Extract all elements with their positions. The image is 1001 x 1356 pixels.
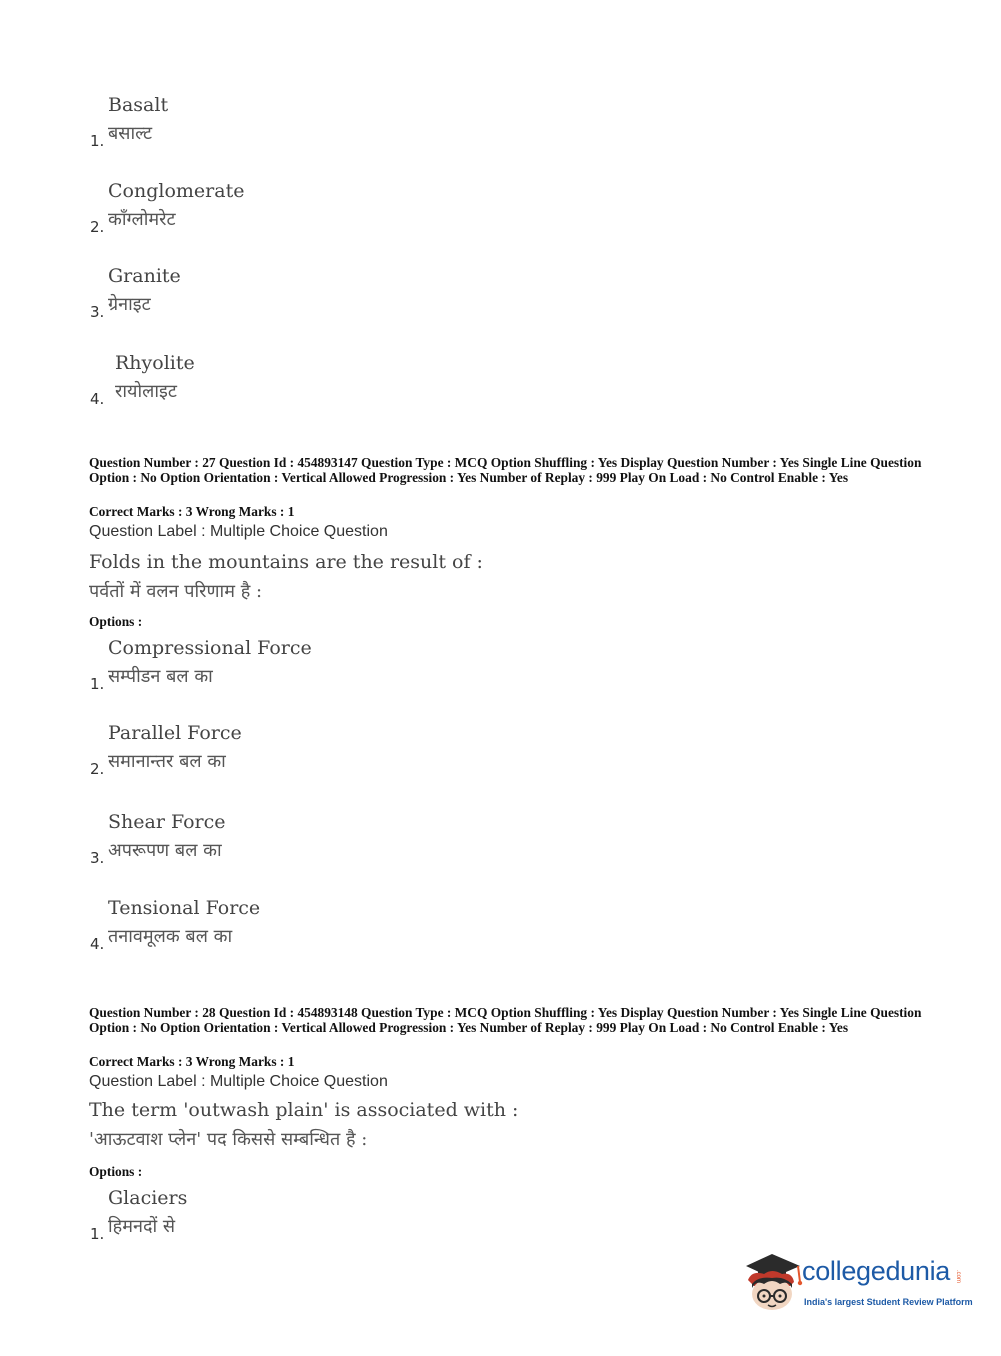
- mascot-icon: [742, 1250, 804, 1316]
- brand-tagline: India's largest Student Review Platform: [804, 1297, 973, 1307]
- option-number: 1.: [90, 132, 105, 150]
- option-number: 2.: [90, 760, 105, 778]
- option-number: 3.: [90, 303, 105, 321]
- option-2[interactable]: [88, 180, 688, 240]
- option-text-en: Rhyolite: [115, 352, 195, 374]
- option-text-hi: कॉंग्लोमरेट: [108, 209, 176, 230]
- option-number: 1.: [90, 1225, 105, 1243]
- option-1[interactable]: [88, 1187, 688, 1247]
- question-28-text-hi: 'आऊटवाश प्लेन' पद किससे सम्बन्धित है :: [89, 1129, 368, 1150]
- question-27-marks: Correct Marks : 3 Wrong Marks : 1: [89, 504, 295, 519]
- option-text-hi: समानान्तर बल का: [108, 751, 226, 772]
- option-text-en: Tensional Force: [108, 897, 261, 919]
- question-27-meta: Question Number : 27 Question Id : 454893147 Question Type : MCQ Option Shuffling : Yes Display Question Number : Yes Single Line Question Option : No Option Orientation : Vertical Allowed Progression : Yes Number of Replay : 999 Play On Load : No Control Enable : Yes: [89, 455, 922, 485]
- option-1[interactable]: [88, 637, 688, 697]
- question-27-text-en: Folds in the mountains are the result of :: [89, 551, 483, 573]
- option-4[interactable]: [88, 352, 688, 412]
- option-2[interactable]: [88, 722, 688, 782]
- option-text-en: Glaciers: [108, 1187, 188, 1209]
- option-text-en: Conglomerate: [108, 180, 245, 202]
- option-number: 4.: [90, 935, 105, 953]
- option-text-en: Basalt: [108, 94, 169, 116]
- option-text-en: Granite: [108, 265, 181, 287]
- brand-name: collegedunia: [802, 1256, 951, 1286]
- option-text-hi: रायोलाइट: [115, 381, 177, 402]
- option-number: 1.: [90, 675, 105, 693]
- option-number: 4.: [90, 390, 105, 408]
- question-28-label: Question Label : Multiple Choice Question: [89, 1073, 388, 1090]
- option-text-en: Compressional Force: [108, 637, 312, 659]
- collegedunia-logo[interactable]: [742, 1250, 972, 1320]
- option-text-hi: ग्रेनाइट: [108, 294, 151, 315]
- option-text-hi: हिमनदों से: [108, 1216, 176, 1237]
- option-4[interactable]: [88, 897, 688, 957]
- question-27-label: Question Label : Multiple Choice Question: [89, 523, 388, 540]
- option-number: 3.: [90, 849, 105, 867]
- question-28-text-en: The term 'outwash plain' is associated with :: [89, 1099, 519, 1121]
- option-1[interactable]: [88, 94, 688, 154]
- option-3[interactable]: [88, 265, 688, 325]
- question-28-meta: Question Number : 28 Question Id : 454893148 Question Type : MCQ Option Shuffling : Yes Display Question Number : Yes Single Line Question Option : No Option Orientation : Vertical Allowed Progression : Yes Number of Replay : 999 Play On Load : No Control Enable : Yes: [89, 1005, 922, 1035]
- question-28-options-label: Options :: [89, 1164, 143, 1179]
- option-text-hi: बसाल्ट: [108, 123, 153, 144]
- question-27-text-hi: पर्वतों में वलन परिणाम है :: [89, 581, 263, 602]
- question-27-options-label: Options :: [89, 614, 143, 629]
- option-text-hi: तनावमूलक बल का: [108, 926, 233, 947]
- option-text-en: Parallel Force: [108, 722, 242, 744]
- option-3[interactable]: [88, 811, 688, 871]
- option-number: 2.: [90, 218, 105, 236]
- option-text-hi: अपरूपण बल का: [108, 840, 222, 861]
- brand-domain: .com: [955, 1270, 961, 1284]
- question-28-marks: Correct Marks : 3 Wrong Marks : 1: [89, 1054, 295, 1069]
- option-text-hi: सम्पीडन बल का: [108, 666, 213, 687]
- option-text-en: Shear Force: [108, 811, 226, 833]
